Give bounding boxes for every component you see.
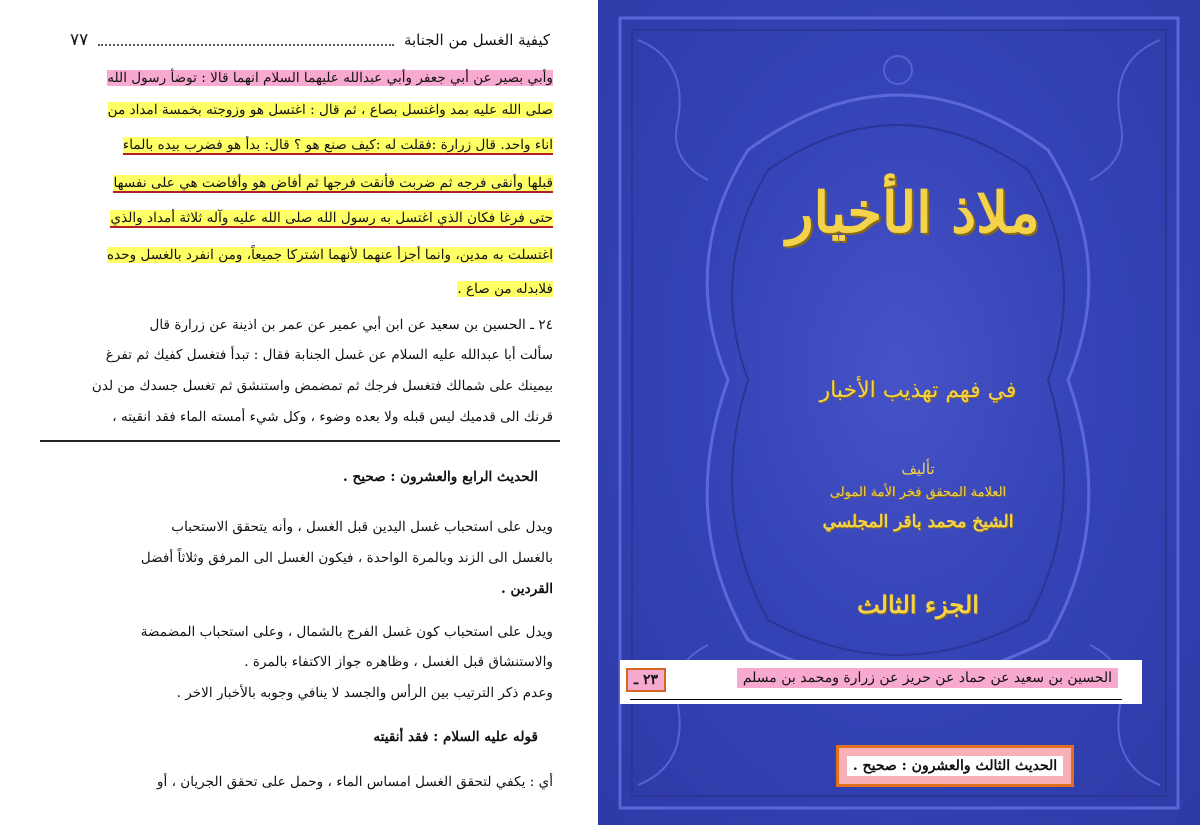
text-line-2-content: صلى الله عليه بمد واغتسل بصاع ، ثم قال : اغتسل هو وزوجته بخمسة امداد من [107, 102, 553, 118]
commentary-line-3: القردين . [501, 581, 553, 597]
text-line-1-content: وأبي بصير عن أبي جعفر وأبي عبدالله عليهما السلام انهما قالا : توضأ رسول الله [107, 70, 553, 86]
commentary-line-4: ويدل على استحباب كون غسل الفرج بالشمال ، وعلى استحباب المضمضة [140, 624, 553, 640]
commentary-line-7: أي : يكفي لتحقق الغسل امساس الماء ، وحمل على تحقق الجريان ، أو [156, 774, 553, 790]
cover-volume: الجزء الثالث [857, 590, 979, 619]
left-page [0, 0, 598, 825]
hadith-grade-text: الحديث الثالث والعشرون : صحيح . [847, 756, 1063, 776]
text-line-7 [43, 277, 553, 301]
text-line-5 [43, 206, 553, 230]
text-line-1 [43, 66, 553, 90]
text-line-3-content: اناء واحد. قال زرارة :فقلت له :كيف صنع هو ؟ قال: بدأ هو فضرب بيده بالماء [122, 137, 553, 153]
text-line-5-content: حتى فرغا فكان الذي اغتسل به رسول الله صلى الله عليه وآله ثلاثة أمداد والذي [110, 210, 553, 226]
cover-subtitle: في فهم تهذيب الأخبار [819, 378, 1017, 403]
commentary-quote: قوله عليه السلام : فقد أنقيته [373, 729, 538, 745]
text-line-3 [43, 133, 553, 157]
cover-author-name: الشيخ محمد باقر المجلسي [822, 512, 1014, 532]
hadith-grade-overlay [836, 745, 1074, 787]
text-line-6 [43, 243, 553, 267]
commentary-line-6: وعدم ذكر الترتيب بين الرأس والجسد لا ينافي وجوبه بالأخبار الاخر . [176, 685, 553, 701]
cover-title: ملاذ الأخيار [786, 180, 1040, 246]
text-line-4 [43, 171, 553, 195]
hadith-number: ٢٣ ـ [626, 668, 666, 692]
hadith-underline [630, 699, 1122, 700]
cover-author-label: تأليف [901, 460, 935, 478]
header-dots [98, 34, 394, 46]
commentary-line-2: بالغسل الى الزند وبالمرة الواحدة ، فيكون الغسل الى المرفق وثلاثاً أفضل [140, 550, 553, 566]
hadith-chain-text: الحسين بن سعيد عن حماد عن حريز عن زرارة ومحمد بن مسلم [737, 668, 1118, 688]
hadith-chain-overlay [620, 660, 1142, 704]
text-line-9: سألت أبا عبدالله عليه السلام عن غسل الجنابة فقال : تبدأ فتغسل كفيك ثم تفرغ [105, 347, 553, 363]
running-head: كيفية الغسل من الجنابة [403, 31, 550, 49]
text-line-10: بيمينك على شمالك فتغسل فرجك ثم تمضمض واستنشق ثم تغسل جسدك من لدن [91, 378, 553, 394]
section-divider [40, 440, 560, 442]
text-line-7-content: فلابدله من صاع . [457, 281, 553, 297]
text-line-8: ٢٤ ـ الحسين بن سعيد عن ابن أبي عمير عن عمر بن اذينة عن زرارة قال [149, 317, 553, 333]
commentary-heading: الحديث الرابع والعشرون : صحيح . [343, 469, 538, 485]
page-number: ٧٧ [70, 30, 89, 50]
text-line-4-content: قبلها وأنقى فرجه ثم ضربت فأنقت فرجها ثم أفاض هو وأفاضت هي على نفسها [113, 175, 553, 191]
text-line-6-content: اغتسلت به مدين، وانما أجزأ عنهما لأنهما اشتركا جميعاً، ومن انفرد بالغسل وحده [107, 247, 553, 263]
text-line-2 [43, 98, 553, 122]
text-line-11: قرنك الى قدميك ليس قبله ولا بعده وضوء ، وكل شيء أمسته الماء فقد انقيته ، [112, 409, 553, 425]
commentary-line-1: ويدل على استحباب غسل اليدين قبل الغسل ، وأنه يتحقق الاستحباب [171, 519, 553, 535]
cover-author-title: العلامة المحقق فخر الأمة المولى [829, 485, 1007, 500]
commentary-line-5: والاستنشاق قبل الغسل ، وظاهره جواز الاكتفاء بالمرة . [244, 654, 553, 670]
page-header [70, 28, 550, 52]
